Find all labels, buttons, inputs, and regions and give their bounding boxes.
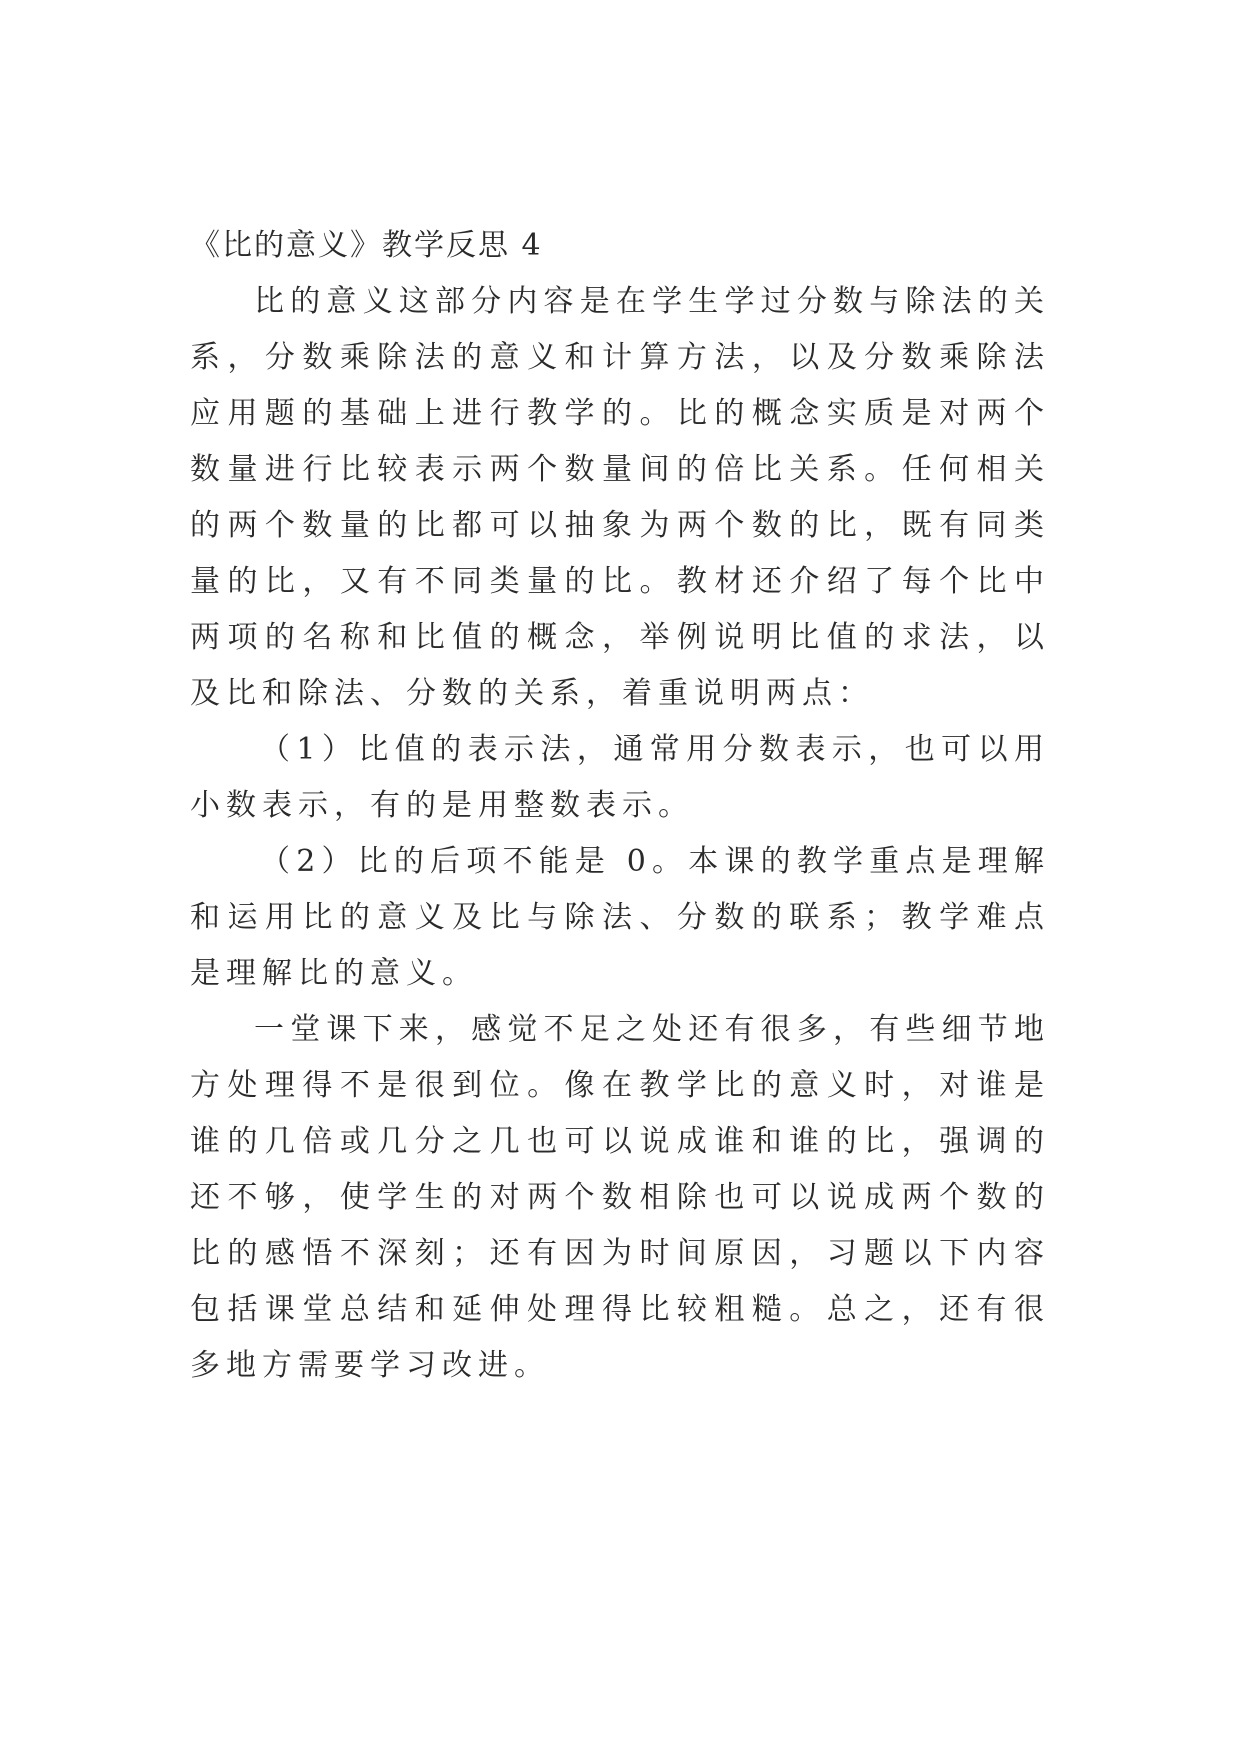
- paragraph-intro: 比的意义这部分内容是在学生学过分数与除法的关系，分数乘除法的意义和计算方法，以及分数乘除法应用题的基础上进行教学的。比的概念实质是对两个数量进行比较表示两个数量间的倍比关系。任何相关的两个数量的比都可以抽象为两个数的比，既有同类量的比，又有不同类量的比。教材还介绍了每个比中两项的名称和比值的概念，举例说明比值的求法，以及比和除法、分数的关系，着重说明两点：: [190, 284, 1050, 711]
- document-body: [190, 218, 1050, 1394]
- paragraph-point-2: （2）比的后项不能是 0。本课的教学重点是理解和运用比的意义及比与除法、分数的联系；教学难点是理解比的意义。: [190, 844, 1050, 991]
- paragraph-point-1: （1）比值的表示法，通常用分数表示，也可以用小数表示，有的是用整数表示。: [190, 732, 1050, 823]
- document-title: 《比的意义》教学反思 4: [190, 228, 543, 263]
- paragraph-reflection: 一堂课下来，感觉不足之处还有很多，有些细节地方处理得不是很到位。像在教学比的意义时，对谁是谁的几倍或几分之几也可以说成谁和谁的比，强调的还不够，使学生的对两个数相除也可以说成两个数的比的感悟不深刻；还有因为时间原因，习题以下内容包括课堂总结和延伸处理得比较粗糙。总之，还有很多地方需要学习改进。: [190, 1012, 1050, 1383]
